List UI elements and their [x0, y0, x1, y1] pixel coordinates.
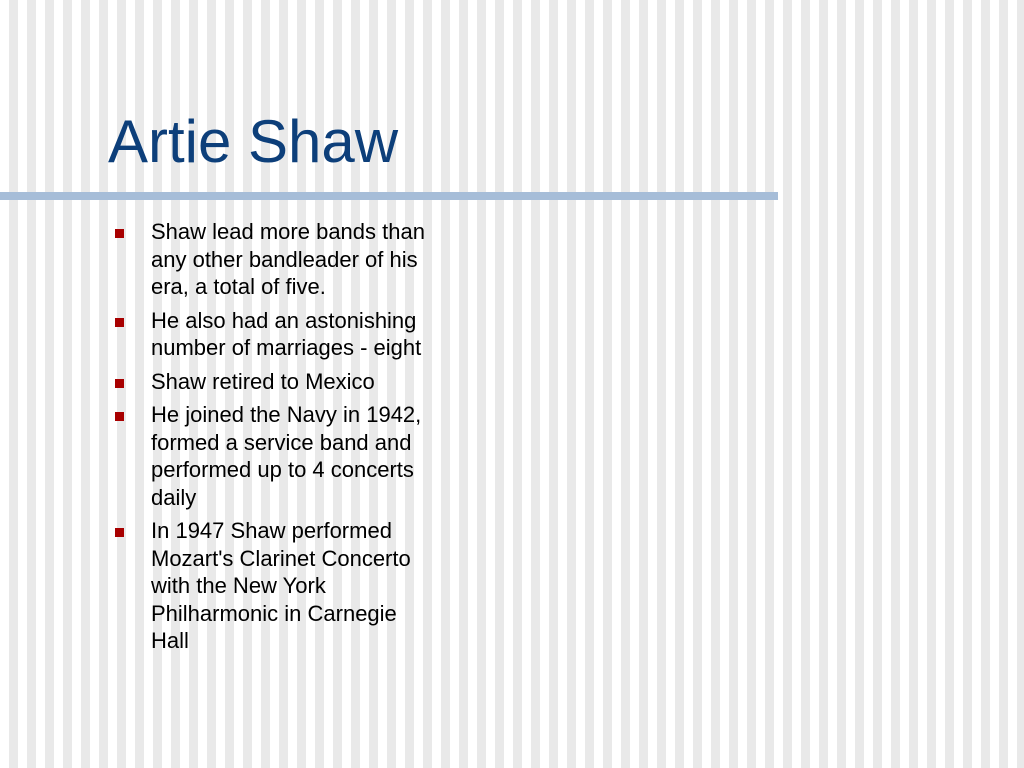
bullet-text: He joined the Navy in 1942, formed a service band and performed up to 4 concerts daily — [151, 402, 422, 510]
bullet-item — [110, 517, 430, 655]
bullet-text: In 1947 Shaw performed Mozart's Clarinet Concerto with the New York Philharmonic in Carnegie Hall — [151, 518, 411, 653]
square-bullet-icon — [115, 528, 124, 537]
bullet-item — [110, 368, 430, 396]
square-bullet-icon — [115, 412, 124, 421]
bullet-item — [110, 401, 430, 511]
bullet-text: Shaw lead more bands than any other bandleader of his era, a total of five. — [151, 219, 425, 299]
bullet-text: He also had an astonishing number of marriages - eight — [151, 307, 422, 360]
bullet-list — [110, 218, 430, 661]
square-bullet-icon — [115, 229, 124, 238]
square-bullet-icon — [115, 379, 124, 388]
slide-title: Artie Shaw — [108, 108, 399, 175]
square-bullet-icon — [115, 318, 124, 327]
title-divider — [0, 192, 778, 200]
bullet-item — [110, 218, 430, 301]
bullet-text: Shaw retired to Mexico — [151, 368, 375, 394]
bullet-item — [110, 307, 430, 362]
